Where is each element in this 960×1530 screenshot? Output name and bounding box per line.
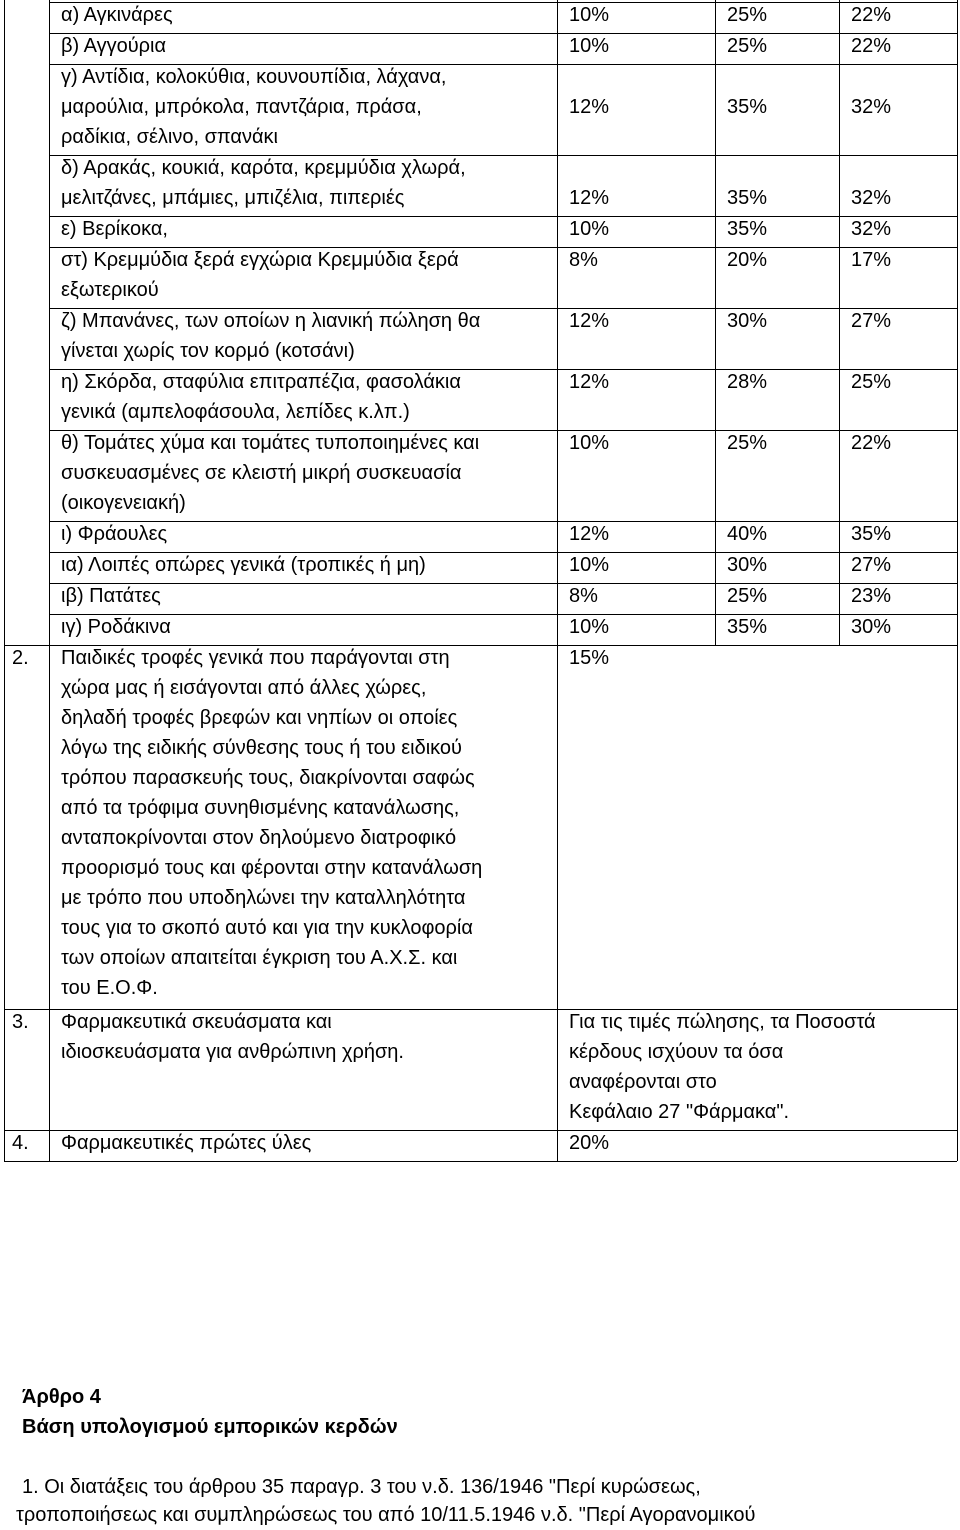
item-number: 4. <box>12 1132 29 1154</box>
value-cell-2: 35% <box>727 218 768 240</box>
row-label: η) Σκόρδα, σταφύλια επιτραπέζια, φασολάκια <box>61 371 461 393</box>
table-left-border <box>4 0 5 1161</box>
item-description-line: προορισμό τους και φέρονται στην κατανάλωση <box>61 857 483 879</box>
value-cell-1: 8% <box>569 249 598 271</box>
value-cell-1: 8% <box>569 585 598 607</box>
value-cell-1: 10% <box>569 432 610 454</box>
row-label: συσκευασμένες σε κλειστή μικρή συσκευασία <box>61 462 462 484</box>
value-cell-1: 10% <box>569 218 610 240</box>
value-cell-3: 23% <box>851 585 892 607</box>
article-paragraph-line: τροποποιήσεως και συμπληρώσεως του από 10/11.5.1946 ν.δ. "Περί Αγορανομικού <box>16 1504 756 1526</box>
value-cell-3: 32% <box>851 218 892 240</box>
value-cell-3: 27% <box>851 554 892 576</box>
item-description-line: ιδιοσκευάσματα για ανθρώπινη χρήση. <box>61 1041 404 1063</box>
row-label: στ) Κρεμμύδια ξερά εγχώρια Κρεμμύδια ξερά <box>61 249 459 271</box>
row-label: γενικά (αμπελοφάσουλα, λεπίδες κ.λπ.) <box>61 401 410 423</box>
item-description-line: τους για το σκοπό αυτό και για την κυκλοφορία <box>61 917 473 939</box>
item-description-line: από τα τρόφιμα συνηθισμένης κατανάλωσης, <box>61 797 460 819</box>
item-value-line: Για τις τιμές πώλησης, τα Ποσοστά <box>569 1011 876 1033</box>
item-description-line: τρόπου παρασκευής τους, διακρίνονται σαφώς <box>61 767 475 789</box>
value-cell-1: 12% <box>569 371 610 393</box>
value-cell-3: 25% <box>851 371 892 393</box>
row-label: (οικογενειακή) <box>61 492 186 514</box>
item-description-line: Φαρμακευτικές πρώτες ύλες <box>61 1132 312 1154</box>
value-cell-3: 32% <box>851 187 892 209</box>
row-border <box>49 216 957 217</box>
item-value: 20% <box>569 1132 610 1154</box>
item-value-line: αναφέρονται στο <box>569 1071 717 1093</box>
item-value-line: κέρδους ισχύουν τα όσα <box>569 1041 784 1063</box>
row-label: ζ) Μπανάνες, των οποίων η λιανική πώληση θα <box>61 310 481 332</box>
item-description-line: των οποίων απαιτείται έγκριση του Α.Χ.Σ. και <box>61 947 458 969</box>
row-label: εξωτερικού <box>61 279 159 301</box>
row-label: ε) Βερίκοκα, <box>61 218 168 240</box>
value-cell-2: 25% <box>727 585 768 607</box>
row-border <box>49 521 957 522</box>
value-cell-2: 30% <box>727 310 768 332</box>
value-column-border <box>839 0 840 645</box>
item-description-line: ανταποκρίνονται στον δηλούμενο διατροφικό <box>61 827 457 849</box>
value-cell-3: 32% <box>851 96 892 118</box>
item-number: 2. <box>12 647 29 669</box>
item-description-line: λόγω της ειδικής σύνθεσης τους ή του ειδικού <box>61 737 462 759</box>
row-border <box>49 614 957 615</box>
value-cell-1: 10% <box>569 616 610 638</box>
item-description-line: δηλαδή τροφές βρεφών και νηπίων οι οποίες <box>61 707 458 729</box>
value-cell-2: 25% <box>727 4 768 26</box>
value-cell-3: 22% <box>851 4 892 26</box>
value-cell-3: 30% <box>851 616 892 638</box>
value-cell-1: 10% <box>569 4 610 26</box>
item-description-line: χώρα μας ή εισάγονται από άλλες χώρες, <box>61 677 427 699</box>
row-label: β) Αγγούρια <box>61 35 167 57</box>
row-border <box>49 583 957 584</box>
value-cell-3: 27% <box>851 310 892 332</box>
item-value: 15% <box>569 647 610 669</box>
row-label: α) Αγκινάρες <box>61 4 173 26</box>
row-label: θ) Τομάτες χύμα και τομάτες τυποποιημένες και <box>61 432 480 454</box>
value-cell-3: 22% <box>851 432 892 454</box>
number-column-border <box>49 0 50 1161</box>
value-cell-2: 28% <box>727 371 768 393</box>
table-bottom-border <box>4 1161 957 1162</box>
row-border <box>49 2 957 3</box>
value-cell-1: 10% <box>569 35 610 57</box>
item-description-line: με τρόπο που υποδηλώνει την καταλληλότητα <box>61 887 466 909</box>
value-cell-1: 12% <box>569 187 610 209</box>
article-subtitle: Βάση υπολογισμού εμπορικών κερδών <box>22 1416 398 1438</box>
item-value-line: Κεφάλαιο 27 "Φάρμακα". <box>569 1101 790 1123</box>
value-cell-2: 30% <box>727 554 768 576</box>
value-cell-2: 35% <box>727 187 768 209</box>
value-cell-2: 40% <box>727 523 768 545</box>
value-cell-3: 17% <box>851 249 892 271</box>
row-label: ιβ) Πατάτες <box>61 585 161 607</box>
value-cell-2: 35% <box>727 96 768 118</box>
article-title: Άρθρο 4 <box>22 1386 101 1408</box>
value-cell-3: 22% <box>851 35 892 57</box>
value-cell-1: 12% <box>569 310 610 332</box>
value-cell-2: 25% <box>727 35 768 57</box>
row-label: μαρούλια, μπρόκολα, παντζάρια, πράσα, <box>61 96 422 118</box>
value-cell-1: 10% <box>569 554 610 576</box>
item-number: 3. <box>12 1011 29 1033</box>
row-label: ιγ) Ροδάκινα <box>61 616 171 638</box>
value-cell-2: 25% <box>727 432 768 454</box>
value-cell-2: 20% <box>727 249 768 271</box>
row-label: γίνεται χωρίς τον κορμό (κοτσάνι) <box>61 340 355 362</box>
value-column-border <box>557 0 558 1161</box>
value-cell-3: 35% <box>851 523 892 545</box>
item-description-line: Παιδικές τροφές γενικά που παράγονται στη <box>61 647 450 669</box>
row-label: ια) Λοιπές οπώρες γενικά (τροπικές ή μη) <box>61 554 426 576</box>
article-paragraph-line: 1. Οι διατάξεις του άρθρου 35 παραγρ. 3 του ν.δ. 136/1946 "Περί κυρώσεως, <box>22 1476 701 1498</box>
value-column-border <box>715 0 716 645</box>
row-label: γ) Αντίδια, κολοκύθια, κουνουπίδια, λάχανα, <box>61 66 447 88</box>
value-cell-1: 12% <box>569 96 610 118</box>
value-cell-1: 12% <box>569 523 610 545</box>
row-label: δ) Αρακάς, κουκιά, καρότα, κρεμμύδια χλωρά, <box>61 157 466 179</box>
row-label: ραδίκια, σέλινο, σπανάκι <box>61 126 279 148</box>
row-label: ι) Φράουλες <box>61 523 168 545</box>
row-label: μελιτζάνες, μπάμιες, μπιζέλια, πιπεριές <box>61 187 405 209</box>
item-description-line: Φαρμακευτικά σκευάσματα και <box>61 1011 332 1033</box>
item-description-line: του Ε.Ο.Φ. <box>61 977 158 999</box>
value-cell-2: 35% <box>727 616 768 638</box>
row-border <box>49 33 957 34</box>
table-right-border <box>957 0 958 1161</box>
